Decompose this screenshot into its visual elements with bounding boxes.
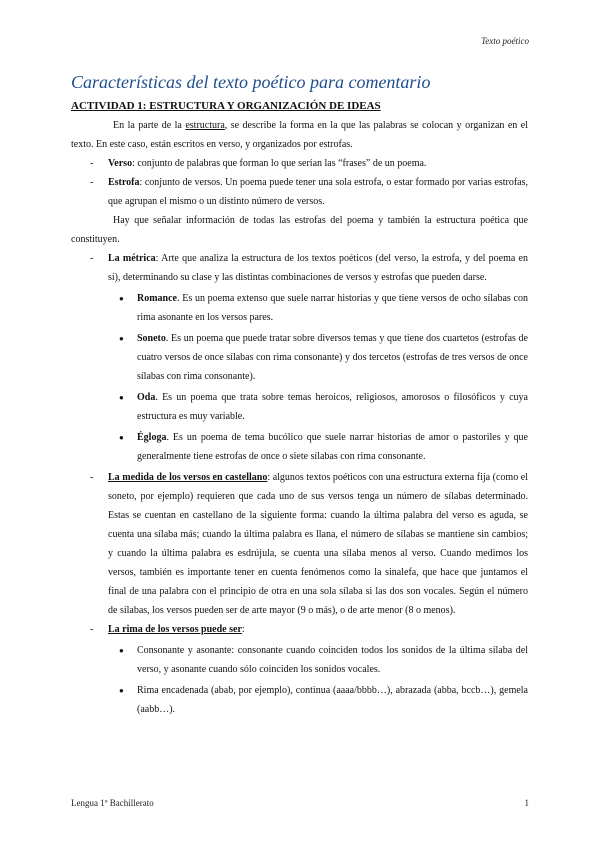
section-metrica bbox=[71, 249, 528, 287]
term-egloga: Égloga bbox=[137, 432, 167, 443]
definition-estrofa bbox=[71, 173, 528, 211]
term-oda: Oda bbox=[137, 392, 156, 403]
dash-marker: - bbox=[90, 253, 94, 264]
item-text: Rima encadenada (abab, por ejemplo), continua (aaaa/bbbb…), abrazada (abba, bccb…), gemela (aabb…). bbox=[137, 685, 528, 715]
list-item-rima-tipos bbox=[71, 681, 528, 719]
metrica-text: : Arte que analiza la estructura de los textos poéticos (del verso, la estrofa, y del poema en sí), determinando su clase y las distintas combinaciones de versos y estrofas que pueden darse. bbox=[108, 253, 528, 283]
term-rima: La rima de los versos puede ser bbox=[108, 624, 242, 635]
definition-text: : conjunto de versos. Un poema puede tener una sola estrofa, o estar formado por varias estrofas, que agrupan el mismo o un distinto número de versos. bbox=[108, 177, 528, 207]
running-header: Texto poético bbox=[481, 36, 529, 46]
bullet-icon: ● bbox=[119, 433, 124, 442]
activity-heading: ACTIVIDAD 1: ESTRUCTURA Y ORGANIZACIÓN DE IDEAS bbox=[71, 100, 381, 112]
list-item-romance bbox=[71, 289, 528, 327]
item-text: Consonante y asonante: consonante cuando coinciden todos los sonidos de la última sílaba del verso, y asonante cuando sólo coinciden los sonidos vocales. bbox=[137, 645, 528, 675]
term-verso: Verso bbox=[108, 158, 133, 169]
item-text: . Es un poema que trata sobre temas heroicos, religiosos, amorosos o filosóficos y cuya estructura es muy variable. bbox=[137, 392, 528, 422]
term-soneto: Soneto bbox=[137, 333, 166, 344]
dash-marker: - bbox=[90, 624, 94, 635]
item-text: . Es un poema de tema bucólico que suele narrar historias de amor o pastoriles y que generalmente tiene estrofas de once o siete sílabas con rima consonante. bbox=[137, 432, 528, 462]
bullet-icon: ● bbox=[119, 294, 124, 303]
list-item-rima-consonante bbox=[71, 641, 528, 679]
rima-text: : bbox=[241, 624, 245, 635]
footer-course: Lengua 1º Bachillerato bbox=[71, 798, 154, 808]
list-item-soneto bbox=[71, 329, 528, 386]
structure-term: estructura bbox=[185, 120, 225, 131]
medida-text: : algunos textos poéticos con una estructura externa fija (como el soneto, por ejemplo) requieren que cada uno de sus versos tenga un número de sílabas determinado. Estas se cuentan en castellano de la siguiente forma: cuando la última palabra del verso es aguda, se cuenta una sílaba más; cuando la última palabra es llana, el número de sílabas se mantiene sin cambios; y cuando la última palabra es esdrújula, se cuenta una sílaba menos al verso. Cuando medimos los versos, también es importante tener en cuenta fenómenos como la sinalefa, que hace que juntamos el final de una palabra con el principio de otra en una sola sílaba si las dos son vocales. Según el número de sílabas, los versos pueden ser de arte mayor (9 o más), o de arte menor (8 o menos). bbox=[108, 472, 528, 616]
term-medida: La medida de los versos en castellano bbox=[108, 472, 268, 483]
term-metrica: La métrica bbox=[108, 253, 156, 264]
stanzas-paragraph: Hay que señalar información de todas las estrofas del poema y también la estructura poética que constituyen. bbox=[71, 215, 528, 245]
dash-marker: - bbox=[90, 177, 94, 188]
item-text: . Es un poema que puede tratar sobre diversos temas y que tiene dos cuartetos (estrofas de cuatro versos de once sílabas con rima consonante) y dos tercetos (estrofas de tres versos de once sílabas con rima consonante). bbox=[137, 333, 528, 382]
bullet-icon: ● bbox=[119, 334, 124, 343]
document-body bbox=[71, 72, 528, 721]
section-medida bbox=[71, 468, 528, 620]
dash-marker: - bbox=[90, 158, 94, 169]
intro-text-start: En la parte de la bbox=[113, 120, 186, 131]
page-title: Características del texto poético para comentario bbox=[71, 72, 431, 92]
bullet-icon: ● bbox=[119, 686, 124, 695]
item-text: . Es un poema extenso que suele narrar historias y que tiene versos de ocho sílabas con rima asonante en los versos pares. bbox=[137, 293, 528, 323]
poem-types-list bbox=[71, 289, 528, 466]
list-item-oda bbox=[71, 388, 528, 426]
intro-text-end: , se describe la forma en la que las palabras se colocan y organizan en el texto. En este caso, están escritos en verso, y organizados por estrofas. bbox=[71, 120, 528, 150]
dash-marker: - bbox=[90, 472, 94, 483]
list-item-egloga bbox=[71, 428, 528, 466]
section-rima bbox=[71, 620, 528, 639]
intro-paragraph bbox=[71, 116, 528, 154]
bullet-icon: ● bbox=[119, 646, 124, 655]
term-estrofa: Estrofa bbox=[108, 177, 140, 188]
definition-verso bbox=[71, 154, 528, 173]
bullet-icon: ● bbox=[119, 393, 124, 402]
rhyme-types-list bbox=[71, 641, 528, 719]
definition-text: : conjunto de palabras que forman lo que serían las “frases” de un poema. bbox=[132, 158, 427, 169]
term-romance: Romance bbox=[137, 293, 177, 304]
page-number: 1 bbox=[524, 798, 529, 808]
